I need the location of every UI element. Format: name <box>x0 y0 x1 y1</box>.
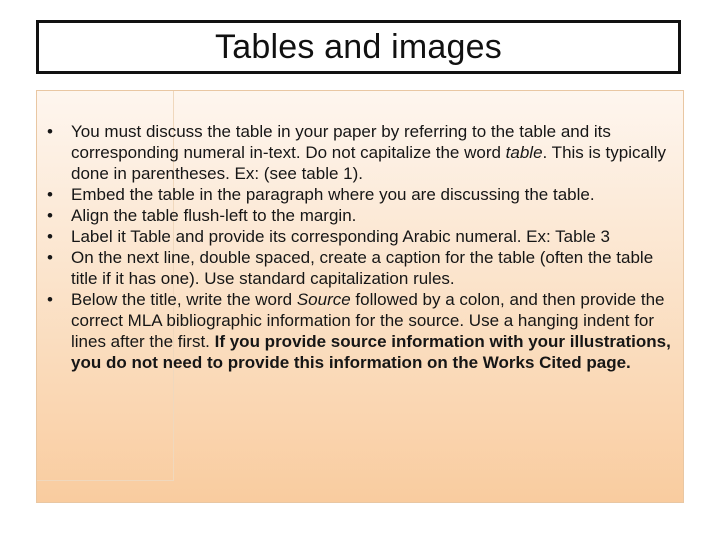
bullet-dot-icon: • <box>47 290 53 309</box>
bullet-text: . This is typically done in parentheses. Ex: (see table 1). <box>71 143 666 183</box>
bullet-text: You must discuss the table in your paper by referring to the table and its corresponding numeral in-text. Do not capitalize the word <box>71 122 611 162</box>
bullet-text: If you provide source information with your illustrations, you do not need to provide this information on the Works Cited page. <box>71 332 671 372</box>
bullet-text: table <box>505 143 543 162</box>
bullet-item <box>43 289 679 373</box>
bullet-text: Label it Table and provide its corresponding Arabic numeral. Ex: Table 3 <box>71 227 610 246</box>
bullet-item <box>43 184 679 205</box>
bullet-text: followed by a colon, and then provide the correct MLA bibliographic information for the source. Use a hanging indent for lines after the first. <box>71 290 665 351</box>
bullet-dot-icon: • <box>47 248 53 267</box>
bullet-dot-icon: • <box>47 227 53 246</box>
bullet-dot-icon: • <box>47 206 53 225</box>
bullet-item <box>43 205 679 226</box>
bullet-text: Below the title, write the word <box>71 290 297 309</box>
slide-title: Tables and images <box>215 27 502 66</box>
bullet-item <box>43 226 679 247</box>
bullet-dot-icon: • <box>47 185 53 204</box>
bullet-text: Align the table flush-left to the margin. <box>71 206 357 225</box>
slide-title-box <box>36 20 681 74</box>
bullet-dot-icon: • <box>47 122 53 141</box>
bullet-item <box>43 121 679 184</box>
bullet-text: Source <box>296 290 351 309</box>
bullet-text: On the next line, double spaced, create a caption for the table (often the table title if it has one). Use standard capitalization rules. <box>71 248 654 288</box>
bullet-item <box>43 247 679 289</box>
content-panel <box>36 90 684 503</box>
bullet-list <box>43 121 679 373</box>
bullet-text: Embed the table in the paragraph where you are discussing the table. <box>71 185 595 204</box>
